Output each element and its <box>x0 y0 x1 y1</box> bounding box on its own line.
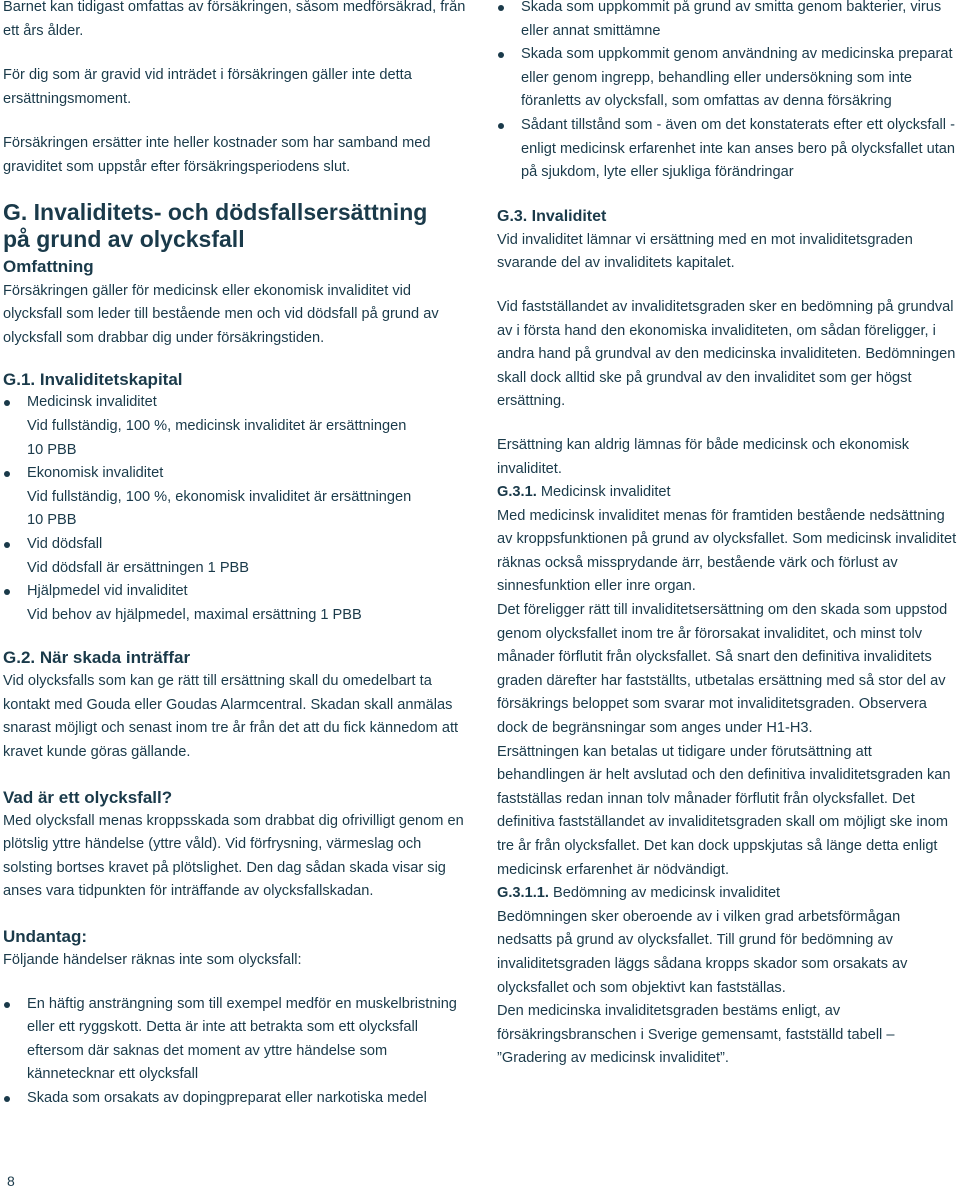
omfattning-text: Försäkringen gäller för medicinsk eller ekonomisk invaliditet vid olycksfall som leder till bestående men och vid dödsfall på grund av olycksfall som drabbar dig under försäkringstiden. <box>3 282 439 346</box>
list-item-text: Skada som uppkommit genom användning av medicinska preparat eller genom ingrepp, behandling eller undersökning som inte föranletts av olycksfall, som omfattas av denna försäkring <box>521 46 953 110</box>
bullet-icon <box>4 1096 10 1102</box>
exclusions-list <box>497 0 957 185</box>
list-item-text: En häftig ansträngning som till exempel medför en muskelbristning eller ett ryggskott. Detta är inte att betrakta som ett olycksfall eftersom där saknas det moment av yttre händelse som kännetecknar ett olycksfall <box>27 995 457 1083</box>
g311-number: G.3.1.1. <box>497 885 549 902</box>
list-item-line: Vid fullständig, 100 %, medicinsk invaliditet är ersättningen <box>27 417 407 434</box>
g2-heading: G.2. När skada inträffar <box>3 648 191 668</box>
intro-paragraph-1: Barnet kan tidigast omfattas av försäkringen, såsom medförsäkrad, från ett års ålder. <box>3 0 466 39</box>
bullet-icon <box>498 123 504 129</box>
left-column <box>3 0 468 1111</box>
list-item-line: 10 PBB <box>27 512 77 529</box>
g3-paragraph-3: Ersättning kan aldrig lämnas för både medicinsk och ekonomisk invaliditet. <box>497 436 910 477</box>
g3-paragraph-1: Vid invaliditet lämnar vi ersättning med en mot invaliditetsgraden svarande del av invaliditets kapitalet. <box>497 231 913 272</box>
section-title-line-2: på grund av olycksfall <box>3 225 245 252</box>
bullet-icon <box>4 542 10 548</box>
list-item <box>497 0 957 43</box>
bullet-icon <box>4 471 10 477</box>
list-item <box>3 533 468 580</box>
g1-heading: G.1. Invaliditetskapital <box>3 370 183 390</box>
list-item <box>3 462 468 533</box>
g31-paragraph-2: Det föreligger rätt till invaliditetsersättning om den skada som uppstod genom olycksfallet inom tre år förorsakat invaliditet, och minst tolv månader förflutit från olycksfallet. Så snart den definitiva invaliditets graden därefter har fastställts, utbetalas ersättning med så stor del av försäkrings beloppet som svarar mot invaliditetsgraden. Observera dock de begränsningar som anges under H1-H3. <box>497 602 948 737</box>
g31-title: Medicinsk invaliditet <box>540 484 671 501</box>
intro-paragraph-2: För dig som är gravid vid inträdet i försäkringen gäller inte detta ersättningsmoment. <box>3 67 412 107</box>
list-item <box>497 114 957 185</box>
list-item-title: Hjälpmedel vid invaliditet <box>27 583 188 600</box>
g311-heading <box>497 882 957 906</box>
g31-number: G.3.1. <box>497 484 537 501</box>
list-item <box>3 993 468 1087</box>
bullet-icon <box>498 52 504 58</box>
list-item-line: Vid fullständig, 100 %, ekonomisk invaliditet är ersättningen <box>27 488 412 505</box>
undantag-heading: Undantag: <box>3 927 88 947</box>
section-title <box>3 199 468 253</box>
undantag-list <box>3 993 468 1111</box>
list-item-line: 10 PBB <box>27 441 77 458</box>
g311-paragraph-2: Den medicinska invaliditetsgraden bestäms enligt, av försäkringsbranschen i Sverige gemensamt, fastställd tabell – ”Gradering av medicinsk invaliditet”. <box>497 1003 895 1067</box>
list-item <box>3 580 468 627</box>
g31-paragraph-3: Ersättningen kan betalas ut tidigare under förutsättning att behandlingen är helt avslutad och den definitiva invaliditetsgraden kan fastställas redan innan tolv månader förflutit från olycksfallet. Det definitiva fastställandet av invaliditetsgraden skall om möjligt ske inom tre år från olycksfallet. Det kan dock uppskjutas så länge detta enligt medicinsk erfarenhet är nödvändigt. <box>497 743 951 878</box>
list-item-title: Medicinsk invaliditet <box>27 394 157 411</box>
list-item-text: Sådant tillstånd som - även om det konstaterats efter ett olycksfall - enligt medicinsk erfarenhet inte kan anses bero på olycksfallet utan på sjukdom, lyte eller sjukliga förändringar <box>521 116 956 181</box>
bullet-icon <box>498 5 504 11</box>
g31-paragraph-1: Med medicinsk invaliditet menas för framtiden bestående nedsättning av kroppsfunktionen på grund av olycksfallet. Som medicinsk invaliditet räknas också missprydande ärr, bestående värk och förlust av sinnesfunktion eller inre organ. <box>497 507 957 595</box>
bullet-icon <box>4 589 10 595</box>
g311-paragraph-1: Bedömningen sker oberoende av i vilken grad arbetsförmågan nedsatts på grund av olycksfallet. Till grund för bedömning av invaliditetsgraden läggs sådana kropps skador som orsakats av olycksfallet och som objektivt kan fastställas. <box>497 908 908 996</box>
list-item-text: Skada som uppkommit på grund av smitta genom bakterier, virus eller annat smittämne <box>521 0 942 39</box>
right-column <box>497 0 957 1071</box>
g31-heading <box>497 481 957 505</box>
vad-text: Med olycksfall menas kroppsskada som drabbat dig ofrivilligt genom en plötslig yttre händelse (yttre våld). Vid förfrysning, värmeslag och solsting bortses kravet på plötslighet. Den dag sådan skada visar sig anses vara tidpunkten för inträffande av olycksfallskadan. <box>3 812 464 900</box>
list-item-line: Vid behov av hjälpmedel, maximal ersättning 1 PBB <box>27 606 362 623</box>
g1-list <box>3 391 468 627</box>
list-item-title: Vid dödsfall <box>27 535 103 552</box>
g2-text: Vid olycksfalls som kan ge rätt till ersättning skall du omedelbart ta kontakt med Gouda eller Goudas Alarmcentral. Skadan skall anmälas snarast möjligt och senast inom tre år från det att du fick kännedom att kravet kunde göras gällande. <box>3 673 459 761</box>
page-number: 8 <box>7 1173 15 1189</box>
bullet-icon <box>4 400 10 406</box>
omfattning-heading: Omfattning <box>3 256 94 276</box>
list-item <box>497 43 957 114</box>
list-item-title: Ekonomisk invaliditet <box>27 465 164 482</box>
intro-paragraph-3: Försäkringen ersätter inte heller kostnader som har samband med graviditet som uppstår efter försäkringsperiodens slut. <box>3 135 431 175</box>
g311-title: Bedömning av medicinsk invaliditet <box>552 885 781 902</box>
list-item-line: Vid dödsfall är ersättningen 1 PBB <box>27 559 250 576</box>
list-item-text: Skada som orsakats av dopingpreparat eller narkotiska medel <box>27 1090 427 1106</box>
g3-paragraph-2: Vid fastställandet av invaliditetsgraden sker en bedömning på grundval av i första hand den ekonomiska invaliditeten, om sådan föreligger, i andra hand på grundval av den medicinska invaliditeten. Bedömningen skall dock alltid ske på grundval av den invaliditet som ger högst ersättning. <box>497 298 956 410</box>
bullet-icon <box>4 1002 10 1008</box>
vad-heading: Vad är ett olycksfall? <box>3 787 173 807</box>
list-item <box>3 391 468 462</box>
list-item <box>3 1087 468 1111</box>
undantag-text: Följande händelser räknas inte som olycksfall: <box>3 952 302 969</box>
section-title-line-1: G. Invaliditets- och dödsfallsersättning <box>3 198 428 225</box>
g3-heading: G.3. Invaliditet <box>497 207 607 225</box>
